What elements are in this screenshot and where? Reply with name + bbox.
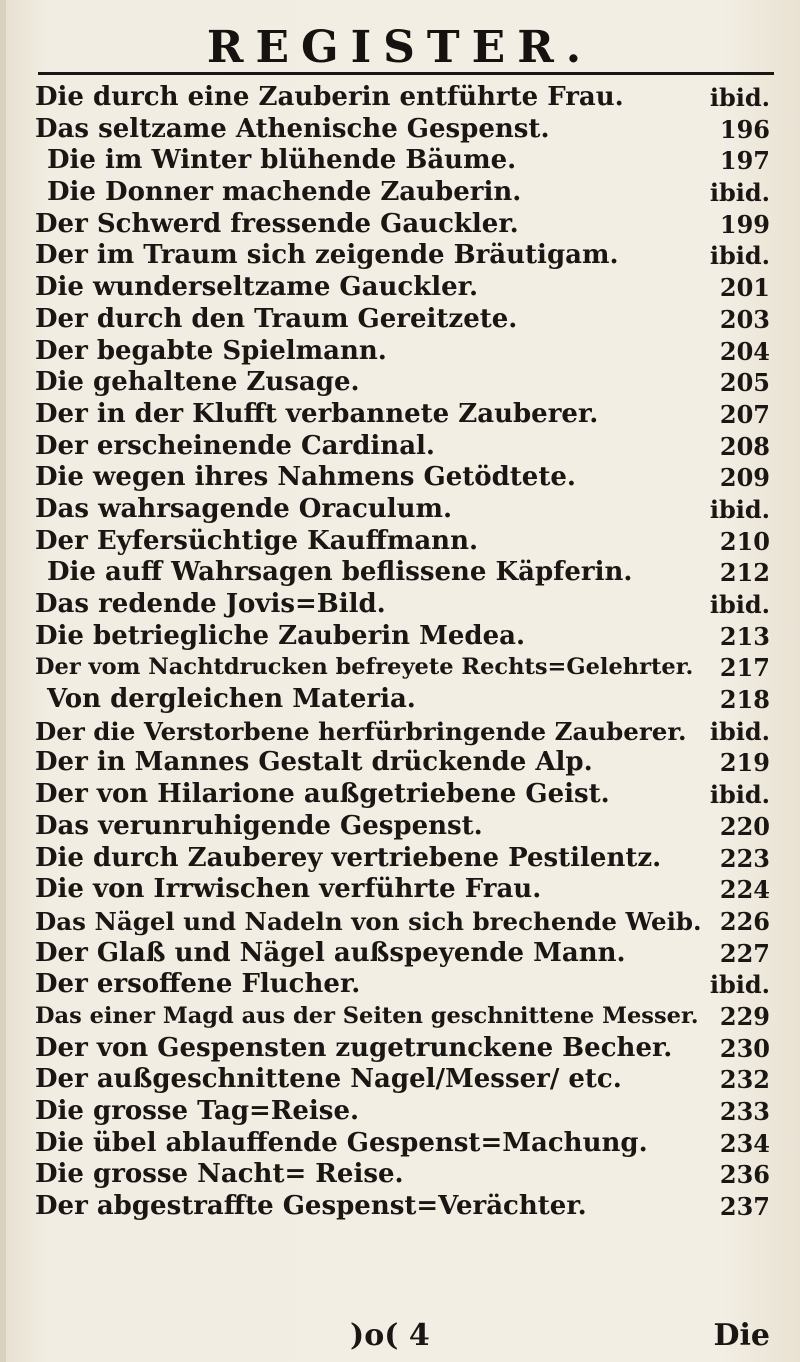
entry-title: Die betriegliche Zauberin Medea. xyxy=(35,620,526,651)
register-entry xyxy=(35,1159,770,1191)
register-entry xyxy=(35,779,770,811)
register-entry xyxy=(35,1001,770,1033)
register-entry xyxy=(35,747,770,779)
register-entry xyxy=(35,494,770,526)
entry-title: Die wegen ihres Nahmens Getödtete. xyxy=(35,462,576,493)
entry-page: 217 xyxy=(719,653,770,683)
entry-page: 204 xyxy=(719,336,770,366)
entry-page: 234 xyxy=(719,1128,770,1158)
register-entry xyxy=(35,652,770,684)
entry-page: 213 xyxy=(719,621,770,651)
signature-mark: )o( 4 xyxy=(350,1318,430,1353)
header-rule xyxy=(38,72,774,75)
entry-title: Der Schwerd fressende Gauckler. xyxy=(35,208,519,239)
entry-page: 218 xyxy=(719,685,770,715)
entry-title: Der in der Klufft verbannete Zauberer. xyxy=(35,398,599,429)
page-edge xyxy=(0,0,6,1362)
register-list xyxy=(35,82,770,1223)
entry-title: Die durch eine Zauberin entführte Frau. xyxy=(35,82,624,112)
register-entry xyxy=(35,716,770,748)
entry-title: Das Nägel und Nadeln von sich brechende Weib. xyxy=(35,906,702,936)
register-entry xyxy=(35,874,770,906)
entry-page: 232 xyxy=(719,1065,770,1095)
register-entry xyxy=(35,1096,770,1128)
entry-title: Die auff Wahrsagen beflissene Käpferin. xyxy=(47,557,633,588)
entry-title: Das seltzame Athenische Gespenst. xyxy=(35,113,550,144)
entry-title: Der von Hilarione außgetriebene Geist. xyxy=(35,779,610,810)
register-entry xyxy=(35,145,770,177)
register-entry xyxy=(35,526,770,558)
register-entry xyxy=(35,906,770,938)
entry-title: Der begabte Spielmann. xyxy=(35,335,387,366)
entry-title: Die im Winter blühende Bäume. xyxy=(47,145,517,176)
catchword: Die xyxy=(713,1318,770,1353)
register-entry xyxy=(35,336,770,368)
entry-title: Die durch Zauberey vertriebene Pestilentz. xyxy=(35,842,662,873)
register-entry xyxy=(35,431,770,463)
entry-title: Der Glaß und Nägel außspeyende Mann. xyxy=(35,937,626,968)
register-entry xyxy=(35,240,770,272)
entry-title: Der erscheinende Cardinal. xyxy=(35,430,435,461)
register-entry xyxy=(35,589,770,621)
entry-page: 219 xyxy=(719,748,770,778)
entry-page: 201 xyxy=(719,273,770,303)
entry-page: 203 xyxy=(719,304,770,334)
entry-title: Der Eyfersüchtige Kauffmann. xyxy=(35,525,479,556)
entry-page: 220 xyxy=(719,811,770,841)
entry-title: Die übel ablauffende Gespenst=Machung. xyxy=(35,1127,648,1158)
register-entry xyxy=(35,1033,770,1065)
entry-page: ibid. xyxy=(709,780,770,810)
entry-page: 207 xyxy=(719,399,770,429)
register-entry xyxy=(35,1191,770,1223)
entry-title: Der von Gespensten zugetrunckene Becher. xyxy=(35,1032,673,1063)
entry-page: 227 xyxy=(719,938,770,968)
register-entry xyxy=(35,209,770,241)
entry-title: Der durch den Traum Gereitzete. xyxy=(35,303,518,334)
register-entry xyxy=(35,557,770,589)
entry-page: ibid. xyxy=(709,970,770,1000)
entry-title: Die gehaltene Zusage. xyxy=(35,367,360,398)
entry-title: Das wahrsagende Oraculum. xyxy=(35,493,453,524)
entry-page: 223 xyxy=(719,843,770,873)
register-entry xyxy=(35,684,770,716)
entry-page: 208 xyxy=(719,431,770,461)
entry-page: 212 xyxy=(719,558,770,588)
register-entry xyxy=(35,272,770,304)
entry-page: 210 xyxy=(719,526,770,556)
entry-page: 196 xyxy=(719,114,770,144)
entry-title: Der ersoffene Flucher. xyxy=(35,969,361,1000)
register-entry xyxy=(35,304,770,336)
entry-page: 237 xyxy=(719,1192,770,1222)
register-entry xyxy=(35,82,770,114)
entry-title: Der im Traum sich zeigende Bräutigam. xyxy=(35,240,619,271)
entry-title: Der in Mannes Gestalt drückende Alp. xyxy=(35,747,593,778)
entry-title: Die Donner machende Zauberin. xyxy=(47,177,522,208)
register-entry xyxy=(35,1064,770,1096)
entry-title: Die grosse Tag=Reise. xyxy=(35,1096,360,1126)
entry-page: ibid. xyxy=(709,178,770,208)
register-entry xyxy=(35,462,770,494)
register-entry xyxy=(35,177,770,209)
entry-page: 224 xyxy=(719,875,770,905)
entry-title: Die grosse Nacht= Reise. xyxy=(35,1159,404,1190)
entry-title: Der die Verstorbene herfürbringende Zauberer. xyxy=(35,716,687,746)
register-entry xyxy=(35,367,770,399)
entry-title: Das einer Magd aus der Seiten geschnittene Messer. xyxy=(35,1002,699,1029)
entry-title: Die wunderseltzame Gauckler. xyxy=(35,272,478,303)
register-entry xyxy=(35,399,770,431)
register-entry xyxy=(35,938,770,970)
entry-title: Der vom Nachtdrucken befreyete Rechts=Gelehrter. xyxy=(35,654,694,681)
entry-title: Das redende Jovis=Bild. xyxy=(35,589,386,619)
entry-page: 197 xyxy=(719,146,770,176)
entry-page: ibid. xyxy=(709,83,770,112)
entry-page: 230 xyxy=(719,1033,770,1063)
entry-title: Der außgeschnittene Nagel/Messer/ etc. xyxy=(35,1064,622,1095)
entry-page: ibid. xyxy=(709,494,770,524)
register-entry xyxy=(35,114,770,146)
entry-page: 226 xyxy=(719,906,770,936)
entry-page: ibid. xyxy=(709,241,770,271)
entry-page: 205 xyxy=(719,368,770,398)
register-entry xyxy=(35,843,770,875)
entry-page: ibid. xyxy=(709,590,770,619)
entry-title: Die von Irrwischen verführte Frau. xyxy=(35,874,542,905)
entry-page: ibid. xyxy=(709,716,770,746)
entry-page: 236 xyxy=(719,1160,770,1190)
register-entry xyxy=(35,1128,770,1160)
entry-page: 233 xyxy=(719,1097,770,1126)
entry-page: 229 xyxy=(719,1001,770,1031)
entry-title: Der abgestraffte Gespenst=Verächter. xyxy=(35,1191,587,1222)
entry-page: 199 xyxy=(719,209,770,239)
entry-title: Das verunruhigende Gespenst. xyxy=(35,810,483,841)
entry-title: Von dergleichen Materia. xyxy=(47,684,416,715)
register-entry xyxy=(35,811,770,843)
register-entry xyxy=(35,621,770,653)
page-title: REGISTER. xyxy=(206,22,594,73)
register-entry xyxy=(35,969,770,1001)
entry-page: 209 xyxy=(719,463,770,493)
